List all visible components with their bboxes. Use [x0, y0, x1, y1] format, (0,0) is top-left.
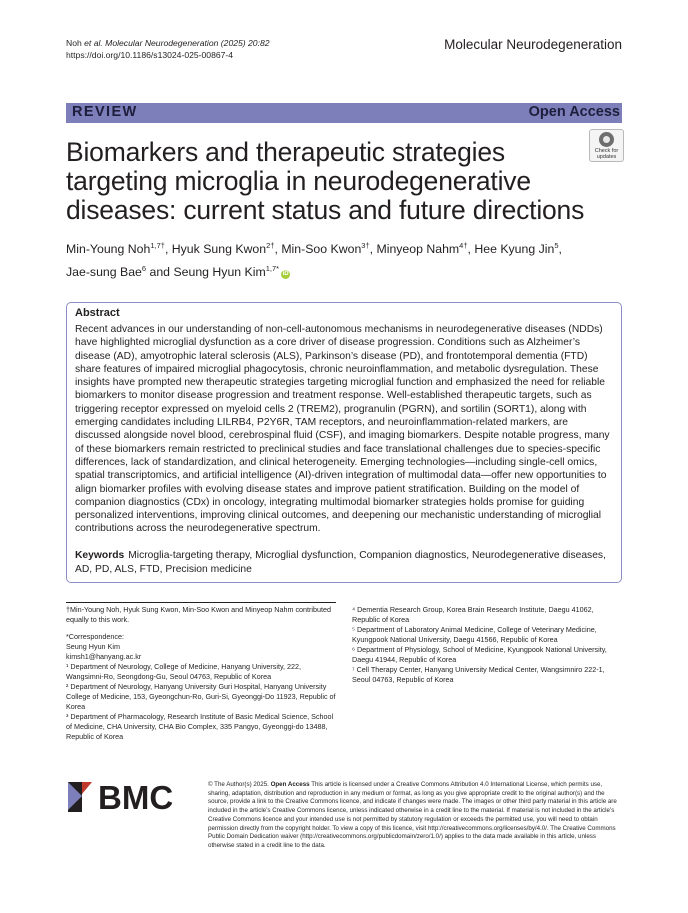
affiliation-1: ¹ Department of Neurology, College of Medicine, Hanyang University, 222, Wangsimni-Ro, Seongdong-Gu, Seoul 04763, Republic of Korea [66, 662, 302, 681]
orcid-icon[interactable]: iD [282, 271, 289, 278]
correspondence-name: Seung Hyun Kim [66, 642, 120, 651]
check-updates-label: Check for updates [594, 148, 619, 160]
author-affiliation-sup: 6 [141, 264, 147, 274]
author-name[interactable]: Min-Young Noh [66, 242, 151, 257]
author-conjunction: and [149, 265, 171, 280]
doi-link[interactable]: https://doi.org/10.1186/s13024-025-00867-4 [66, 49, 234, 60]
author-affiliation-sup: 1,7* [265, 264, 280, 274]
author-affiliation-sup: 3† [361, 241, 370, 250]
check-for-updates-button[interactable] [589, 129, 624, 162]
affiliation-7: ⁷ Cell Therapy Center, Hanyang University Medical Center, Wangsimniro 222-1, Seoul 04763, Republic of Korea [352, 665, 605, 684]
correspondence-label: *Correspondence: [66, 632, 124, 641]
license-text [208, 781, 624, 851]
affiliation-3: ³ Department of Pharmacology, Research Institute of Basic Medical Science, School of Medicine, CHA University, CHA Bio Complex, 335 Pangyo, Gyeonggi-do 13488, Republic of Korea [66, 712, 334, 741]
affiliation-5: ⁵ Department of Laboratory Animal Medicine, College of Veterinary Medicine, Kyungpook National University, Daegu 41566, Republic of Korea [352, 625, 597, 644]
affiliation-2: ² Department of Neurology, Hanyang University Guri Hospital, Hanyang University College of Medicine, 153, Gyeongchun-Ro, Guri-Si, Gyeonggi-Do 11923, Republic of Korea [66, 682, 336, 711]
abstract-heading: Abstract [75, 307, 120, 319]
article-title: Biomarkers and therapeutic strategies targeting microglia in neurodegenerative diseases: current status and future directions [66, 137, 585, 225]
running-header [66, 38, 270, 61]
affiliation-4: ⁴ Dementia Research Group, Korea Brain Research Institute, Daegu 41062, Republic of Korea [352, 605, 594, 624]
affiliation-6: ⁶ Department of Physiology, School of Medicine, Kyungpook National University, Daegu 41944, Republic of Korea [352, 645, 607, 664]
journal-name: Molecular Neurodegeneration [444, 37, 622, 52]
open-access-note: Open Access [270, 781, 310, 788]
author-name[interactable]: Hee Kyung Jin [474, 242, 555, 257]
abstract-text: Recent advances in our understanding of non-cell-autonomous mechanisms in neurodegenerative diseases (NDDs) have highlighted microglial dysfunction as a core driver of disease progression. Conditions such as Alzheimer’s disease (AD), amyotrophic lateral sclerosis (ALS), Parkinson’s disease (PD), and frontotemporal dementia (FTD) share features of impaired microglial phagocytosis, chronic neuroinflammation, and metabolic dysregulation. These insights have prompted new therapeutic strategies targeting microglial function and emphasized the need for reliable biomarkers to monitor disease progression and treatment response. Well-established therapeutic targets, such as triggering receptor expressed on myeloid cells 2 (TREM2), progranulin (PGRN), and sortilin (SORT1), along with emerging candidates including LILRB4, P2Y6R, TAM receptors, and neuroinflammation-related markers, are discussed alongside novel blood, cerebrospinal fluid (CSF), and imaging biomarkers. Despite notable progress, many of these biomarkers remain restricted to preclinical studies and face translational challenges due to species-specific differences, lack of standardization, and clinical heterogeneity. Emerging technologies—including single-cell omics, spatial transcriptomics, and artificial intelligence (AI)-driven integration of multimodal data—offer new opportunities to align biomarker profiles with evolving disease states and improve patient stratification. Building on the model of companion diagnostics (CDx) in oncology, integrating multimodal biomarker strategies holds promise for guiding personalized interventions, improving clinical outcomes, and deepening our mechanistic understanding of microglial contributions across the neurodegenerative spectrum. [75, 324, 610, 535]
author-affiliation-sup: 1,7† [150, 241, 165, 250]
author-affiliation-sup: 4† [459, 241, 468, 250]
correspondence-email[interactable]: kimsh1@hanyang.ac.kr [66, 652, 142, 661]
open-access-label: Open Access [528, 104, 620, 120]
author-list [66, 236, 622, 282]
bmc-logo-text: BMC [98, 779, 174, 814]
keywords-label: Keywords [75, 550, 125, 561]
citation-journal: et al. Molecular Neurodegeneration [84, 38, 219, 48]
check-updates-icon [599, 132, 614, 147]
author-affiliation-sup: 5 [554, 241, 559, 250]
author-name[interactable]: Min-Soo Kwon [281, 242, 362, 257]
citation-author: Noh [66, 38, 82, 48]
citation-year: (2025) 20:82 [220, 38, 270, 48]
author-affiliation-sup: 2† [266, 241, 275, 250]
correspondence-block [66, 632, 338, 742]
license-body: This article is licensed under a Creative Commons Attribution 4.0 International License, which permits use, sharing, adaptation, distribution and reproduction in any medium or format, as long as you give appropriate credit to the original author(s) and the source, provide a link to the Creative Commons licence, and indicate if changes were made. The images or other third party material in this article are included in the article’s Creative Commons licence, unless indicated otherwise in a credit line to the material. If material is not included in the article’s Creative Commons licence and your intended use is not permitted by statutory regulation or exceeds the permitted use, you will need to obtain permission directly from the copyright holder. To view a copy of this licence, visit http://creativecommons.org/licenses/by/4.0/. The Creative Commons Public Domain Dedication waiver (http://creativecommons.org/publicdomain/zero/1.0/) applies to the data made available in this article, unless otherwise stated in a credit line to the data. [208, 781, 617, 849]
author-line-2 [66, 259, 622, 282]
keywords-list: Microglia-targeting therapy, Microglial dysfunction, Companion diagnostics, Neurodegenerative diseases, AD, PD, ALS, FTD, Precision medicine [75, 550, 606, 575]
equal-contribution-note: †Min-Young Noh, Hyuk Sung Kwon, Min-Soo Kwon and Minyeop Nahm contributed equally to this work. [66, 605, 332, 624]
author-name[interactable]: Jae-sung Bae [66, 265, 142, 280]
author-name[interactable]: Seung Hyun Kim [173, 265, 266, 280]
keywords [75, 549, 615, 576]
author-name[interactable]: Minyeop Nahm [376, 242, 460, 257]
footnotes-left [66, 605, 338, 742]
article-type-label: REVIEW [72, 104, 138, 120]
bmc-logo-mark-accent [82, 782, 92, 794]
footnotes-right [352, 605, 622, 685]
footnote-divider [66, 602, 336, 603]
copyright: © The Author(s) 2025. [208, 781, 269, 788]
bmc-logo [66, 778, 190, 814]
author-line-1: Min-Young Noh$^{1,7\dagger}$, Hyuk Sung Kwon$^{2\dagger}$, Min-Soo Kwon$^{3\dagger}$, Minyeop Nahm$^{4\dagger}$, Hee Kyung Jin$^5$, [66, 241, 562, 257]
author-name[interactable]: Hyuk Sung Kwon [171, 242, 267, 257]
